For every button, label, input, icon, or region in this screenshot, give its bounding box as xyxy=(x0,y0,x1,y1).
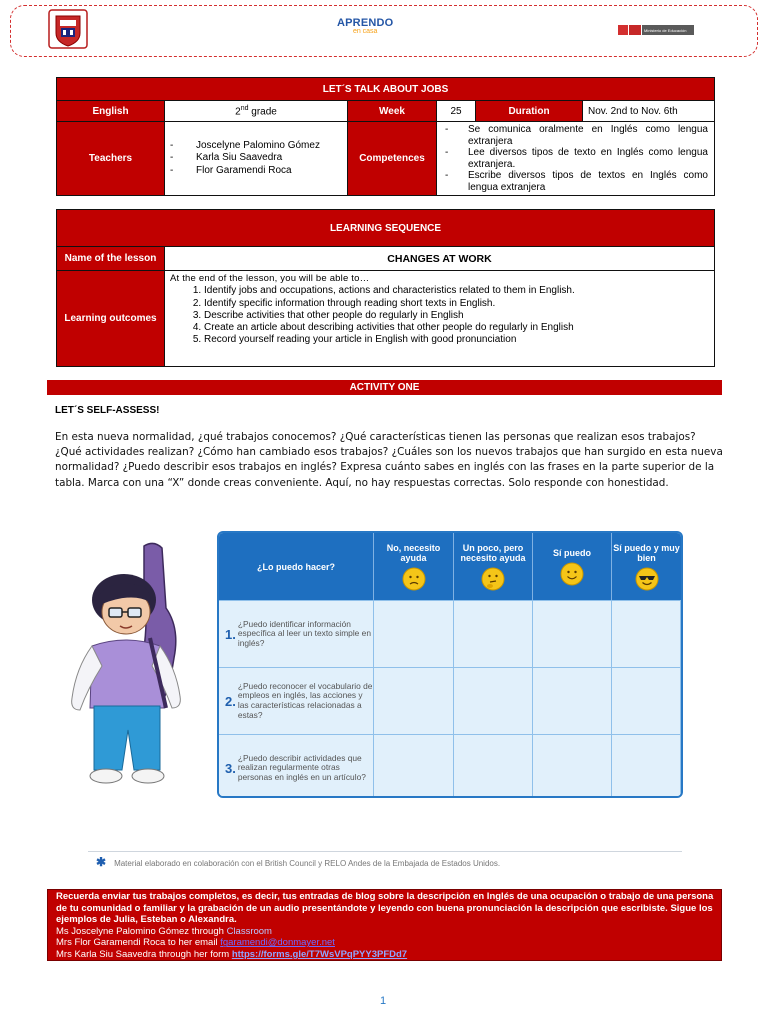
learning-outcomes-cell xyxy=(165,271,715,367)
answer-cell[interactable] xyxy=(533,601,612,667)
learning-sequence-title: LEARNING SEQUENCE xyxy=(57,210,715,247)
col-un-poco: Un poco, pero necesito ayuda xyxy=(454,533,533,600)
aprendo-en-casa-logo xyxy=(337,17,393,35)
answer-cell[interactable] xyxy=(454,735,533,798)
week-label: Week xyxy=(348,101,437,122)
answer-cell[interactable] xyxy=(612,601,681,667)
reminder-line-form: Mrs Karla Siu Saavedra through her form https://forms.gle/T7WsVPqPYY3PFDd7 xyxy=(56,948,408,960)
question-cell xyxy=(219,668,374,734)
info-table-title: LET´S TALK ABOUT JOBS xyxy=(57,78,715,101)
self-assessment-row xyxy=(219,600,681,667)
question-number: 3. xyxy=(225,760,236,776)
reminder-line-classroom: Ms Joscelyne Palomino Gómez through Classroom xyxy=(56,925,272,937)
col-no-necesito-ayuda: No, necesito ayuda xyxy=(374,533,454,600)
thinking-face-icon xyxy=(481,567,505,591)
worried-face-icon xyxy=(402,567,426,591)
student-character-illustration xyxy=(62,538,202,788)
competence-item: - Se comunica oralmente en Inglés como lengua extranjera xyxy=(445,124,708,147)
svg-text:Ministerio de Educación: Ministerio de Educación xyxy=(644,28,687,33)
answer-cell[interactable] xyxy=(374,735,454,798)
asterisk-icon: ✱ xyxy=(96,855,107,869)
smiling-face-icon xyxy=(560,562,584,586)
duration-label: Duration xyxy=(476,101,583,122)
info-table xyxy=(56,77,715,196)
activity-instructions: En esta nueva normalidad, ¿qué trabajos conocemos? ¿Qué características tienen las personas que realizan esos trabajos? ¿Qué actividades realizan? ¿Cómo han cambiado esos trabajos? ¿Cuáles son los nuevos trabajos que han surgido en esta nueva normalidad? ¿Puedo describir esos trabajos en inglés? Expresa cuánto sabes en inglés con las frases en la parte superior de la tabla. Marca con una “X” donde creas conveniente. Aquí, no hay respuestas correctas. Solo responde con honestidad. xyxy=(55,431,723,489)
teachers-label: Teachers xyxy=(57,122,165,196)
self-assessment-row xyxy=(219,667,681,734)
week-value: 25 xyxy=(437,101,476,122)
question-cell xyxy=(219,735,374,798)
brand-main: APRENDO xyxy=(337,17,394,29)
grade-value: 2nd grade xyxy=(165,101,348,122)
self-assessment-table xyxy=(217,531,683,798)
competences-label: Competences xyxy=(348,122,437,196)
learning-outcomes-label: Learning outcomes xyxy=(57,271,165,367)
question-text: ¿Puedo identificar información específica al leer un texto simple en inglés? xyxy=(237,618,371,648)
duration-value: Nov. 2nd to Nov. 6th xyxy=(583,101,715,122)
question-number: 1. xyxy=(225,626,236,642)
self-assessment-row xyxy=(219,734,681,798)
lesson-name-value: CHANGES AT WORK xyxy=(165,247,715,271)
reminder-box xyxy=(47,889,722,961)
footnote-text: Material elaborado en colaboración con el British Council y RELO Andes de la Embajada de Estados Unidos. xyxy=(114,859,501,868)
teachers-list-cell xyxy=(165,122,348,196)
sunglasses-face-icon xyxy=(635,567,659,591)
answer-cell[interactable] xyxy=(533,668,612,734)
outcome-item: 5. Record yourself reading your article in English with good pronunciation xyxy=(204,334,709,346)
school-seal-logo xyxy=(48,9,88,49)
question-text: ¿Puedo describir actividades que realizan regularmente otras personas en inglés en un artículo? xyxy=(237,752,366,782)
question-number: 2. xyxy=(225,693,236,709)
outcome-item: 4. Create an article about describing activities that other people do regularly in English xyxy=(204,322,709,334)
form-link[interactable]: https://forms.gle/T7WsVPqPYY3PFDd7 xyxy=(231,948,408,960)
competences-cell xyxy=(437,122,715,196)
col-si-puedo-muy-bien: Sí puedo y muy bien xyxy=(612,533,681,600)
subject-label: English xyxy=(57,101,165,122)
answer-cell[interactable] xyxy=(533,735,612,798)
activity-one-bar: ACTIVITY ONE xyxy=(47,380,722,395)
learning-sequence-table xyxy=(56,209,715,367)
classroom-link[interactable]: Classroom xyxy=(226,925,272,937)
outcomes-list xyxy=(170,285,709,346)
teacher-item: - Karla Siu Saavedra xyxy=(170,152,283,164)
outcome-item: 3. Describe activities that other people do regularly in English xyxy=(204,310,709,322)
footnote-divider xyxy=(88,851,682,852)
teachers-list xyxy=(170,140,342,178)
question-cell xyxy=(219,601,374,667)
ministry-logo xyxy=(618,23,694,37)
page-number: 1 xyxy=(380,995,387,1007)
email-link[interactable]: fgaramendi@donmayer.net xyxy=(220,937,335,949)
answer-cell[interactable] xyxy=(612,735,681,798)
answer-cell[interactable] xyxy=(454,668,533,734)
self-assessment-header xyxy=(219,533,681,600)
competence-item: - Escribe diversos tipos de textos en Inglés como lengua extranjera xyxy=(445,170,708,193)
answer-cell[interactable] xyxy=(454,601,533,667)
self-assess-heading: LET´S SELF-ASSESS! xyxy=(55,405,160,416)
question-text: ¿Puedo reconocer el vocabulario de empleos en inglés, las acciones y las características relacionadas a estas? xyxy=(237,680,373,720)
teacher-item: - Flor Garamendi Roca xyxy=(170,164,292,176)
outcome-item: 1. Identify jobs and occupations, actions and characteristics related to them in English. xyxy=(204,285,709,297)
question-column-header: ¿Lo puedo hacer? xyxy=(219,533,374,600)
competence-item: - Lee diversos tipos de texto en Inglés como lengua extranjera. xyxy=(445,147,708,170)
reminder-text: Recuerda enviar tus trabajos completos, es decir, tus entradas de blog sobre la descripción en Inglés de una ocupación o trabajo de una persona de tu comunidad o familiar y la grabación de un audio presentándote y leyendo con buena pronunciación la descripción que escribiste. Sigue los ejemplos de Julia, Esteban o Alexandra. xyxy=(56,891,714,926)
answer-cell[interactable] xyxy=(612,668,681,734)
answer-cell[interactable] xyxy=(374,601,454,667)
brand-sub: en casa xyxy=(352,28,378,35)
outcomes-intro: At the end of the lesson, you will be able to… xyxy=(170,273,370,284)
answer-cell[interactable] xyxy=(374,668,454,734)
col-si-puedo: Sí puedo xyxy=(533,533,612,600)
reminder-line-email: Mrs Flor Garamendi Roca to her email fgaramendi@donmayer.net xyxy=(56,937,335,949)
outcome-item: 2. Identify specific information through reading short texts in English. xyxy=(204,298,709,310)
footnote xyxy=(96,855,500,869)
lesson-name-label: Name of the lesson xyxy=(57,247,165,271)
teacher-item: - Joscelyne Palomino Gómez xyxy=(170,139,320,151)
